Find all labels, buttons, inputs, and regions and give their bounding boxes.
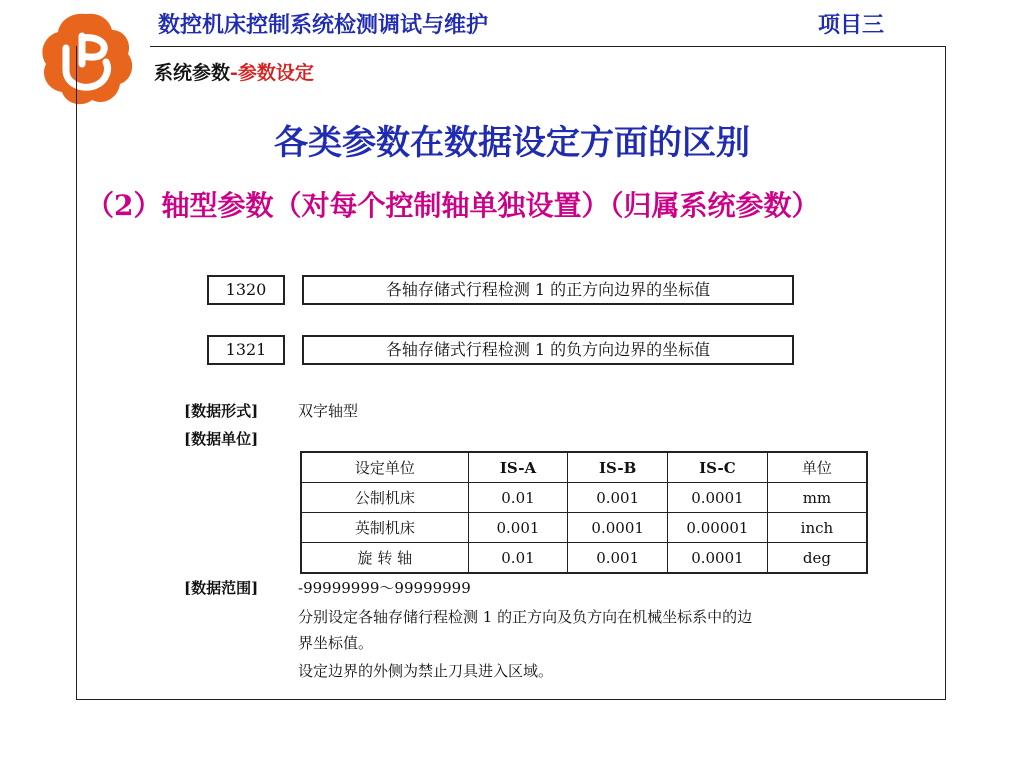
data-form-value: 双字轴型	[298, 402, 359, 420]
param-number-1321: 1321	[207, 335, 285, 365]
page-subtitle: （2）轴型参数（对每个控制轴单独设置）（归属系统参数）	[86, 189, 820, 222]
table-cell: 0.001	[568, 543, 668, 574]
table-cell: 0.00001	[668, 513, 768, 543]
table-row	[301, 513, 867, 543]
param-desc-1321: 各轴存储式行程检测 1 的负方向边界的坐标值	[302, 335, 794, 365]
table-header-cell: IS-A	[468, 452, 568, 483]
table-cell: 0.0001	[668, 483, 768, 513]
description-line-2: 界坐标值。	[298, 634, 374, 652]
table-cell: 0.001	[568, 483, 668, 513]
table-cell: 0.0001	[568, 513, 668, 543]
data-form-label: [数据形式]	[184, 402, 259, 420]
page-title: 各类参数在数据设定方面的区别	[274, 123, 750, 163]
section-heading	[154, 58, 314, 85]
table-header-row	[301, 452, 867, 483]
table-header-cell: 设定单位	[301, 452, 468, 483]
table-cell: 旋 转 轴	[301, 543, 468, 574]
table-cell: 0.0001	[668, 543, 768, 574]
table-row	[301, 543, 867, 574]
table-cell: deg	[767, 543, 867, 574]
data-range-label: [数据范围]	[184, 579, 259, 597]
table-header-cell: IS-C	[668, 452, 768, 483]
table-header-cell: 单位	[767, 452, 867, 483]
description-line-1: 分别设定各轴存储行程检测 1 的正方向及负方向在机械坐标系中的边	[298, 608, 753, 626]
data-range-value: -99999999～99999999	[298, 579, 471, 597]
table-row	[301, 483, 867, 513]
table-cell: 公制机床	[301, 483, 468, 513]
table-cell: inch	[767, 513, 867, 543]
table-cell: mm	[767, 483, 867, 513]
data-unit-label: [数据单位]	[184, 430, 259, 448]
param-number-1320: 1320	[207, 275, 285, 305]
table-cell: 0.01	[468, 483, 568, 513]
section-suffix: -参数设定	[230, 62, 314, 84]
project-label: 项目三	[818, 12, 885, 38]
param-desc-1320: 各轴存储式行程检测 1 的正方向边界的坐标值	[302, 275, 794, 305]
table-header-cell: IS-B	[568, 452, 668, 483]
description-line-3: 设定边界的外侧为禁止刀具进入区域。	[298, 662, 554, 680]
table-cell: 0.01	[468, 543, 568, 574]
unit-table	[300, 451, 868, 574]
table-cell: 英制机床	[301, 513, 468, 543]
section-prefix: 系统参数	[154, 62, 231, 84]
course-title: 数控机床控制系统检测调试与维护	[158, 12, 489, 38]
table-cell: 0.001	[468, 513, 568, 543]
